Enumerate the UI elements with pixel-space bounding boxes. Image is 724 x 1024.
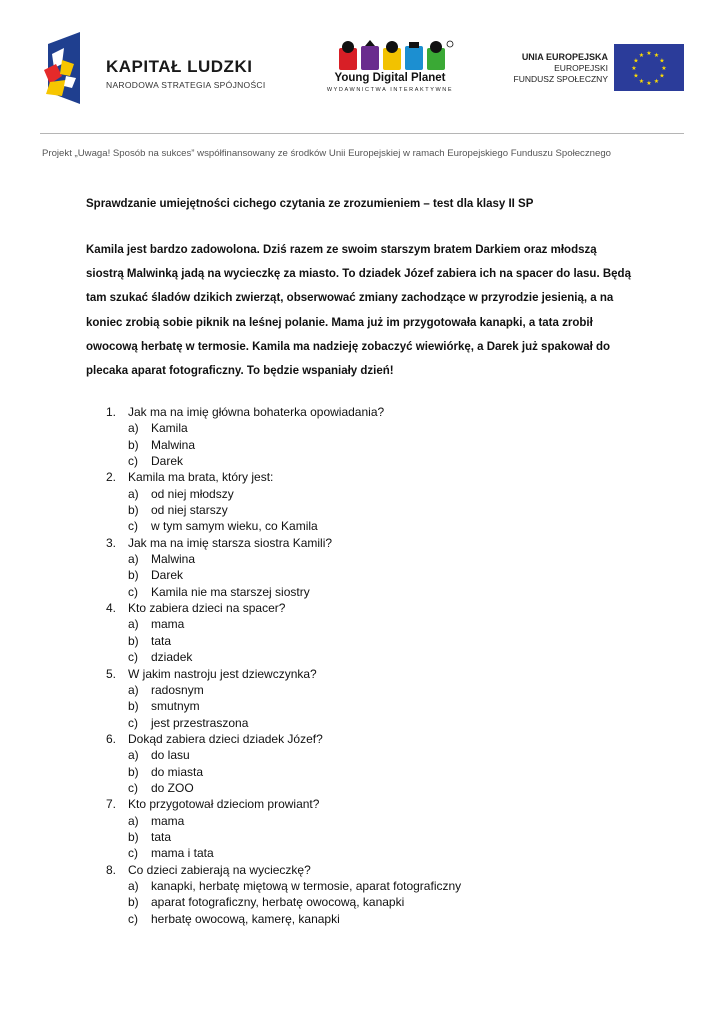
story-line: owocową herbatę w termosie. Kamila ma nadzieję zobaczyć wiewiórkę, a Darek już spakował do [86,340,611,353]
answer-text: Malwina [151,437,196,452]
story-line: koniec zrobią sobie piknik na leśnej polanie. Mama już im przygotowała kanapki, a tata zrobił [86,316,593,329]
answer-option [106,502,666,518]
answer-letter: c) [128,519,138,534]
question-number: 1. [106,405,117,419]
svg-text:★: ★ [659,57,665,65]
answer-option [106,845,666,861]
answer-option [106,764,666,780]
svg-text:★: ★ [633,57,639,65]
answer-text: mama [151,617,185,632]
answer-letter: c) [128,846,138,861]
test-title: Sprawdzanie umiejętności cichego czytania ze zrozumieniem – test dla klasy II SP [86,198,534,210]
answer-text: kanapki, herbatę miętową w termosie, aparat fotograficzny [151,878,462,893]
answer-option [106,584,666,600]
answer-letter: c) [128,454,138,469]
question-item [106,535,666,551]
answer-option [106,698,666,714]
kapital-ludzki-emblem-icon [40,30,102,108]
answer-letter: a) [128,813,139,828]
answer-letter: b) [128,764,139,779]
answer-letter: b) [128,503,139,518]
question-number: 5. [106,666,117,681]
answer-option [106,829,666,845]
question-item [106,796,666,812]
answer-option [106,813,666,829]
answer-letter: c) [128,780,138,795]
story-line: plecaka aparat fotograficzny. To będzie wspaniały dzień! [86,365,394,378]
question-item [106,731,666,747]
answer-letter: a) [128,748,139,763]
answer-option [106,551,666,567]
question-number: 4. [106,601,117,616]
answer-text: do miasta [151,764,204,779]
question-item [106,404,666,420]
questions-list [106,404,666,927]
question-number: 7. [106,797,117,812]
story-line: tam szukać śladów dzikich zwierząt, obserwować zmiany zachodzące w przyrodzie jesienią, a na [86,292,614,305]
story-line: siostrą Malwinką jadą na wycieczkę za miasto. To dziadek Józef zabiera ich na spacer do lasu. Będą [86,268,631,281]
question-item [106,469,666,485]
question-item [106,600,666,616]
svg-text:★: ★ [638,52,645,59]
answer-option [106,567,666,583]
answer-option [106,911,666,927]
ydp-subtitle: WYDAWNICTWA INTERAKTYWNE [326,87,454,93]
answer-option [106,878,666,894]
svg-text:★: ★ [633,72,639,80]
svg-text:★: ★ [661,65,667,72]
kapital-ludzki-subtitle: NARODOWA STRATEGIA SPÓJNOŚCI [106,80,266,90]
answer-text: aparat fotograficzny, herbatę owocową, kanapki [151,895,405,910]
answer-text: herbatę owocową, kamerę, kanapki [151,911,340,926]
answer-letter: c) [128,911,138,926]
question-number: 3. [106,535,117,550]
eu-flag-icon [614,44,684,91]
answer-option [106,715,666,731]
answer-option [106,747,666,763]
eu-line-1: UNIA EUROPEJSKA [521,52,608,62]
svg-text:★: ★ [646,80,652,87]
question-number: 2. [106,470,117,485]
answer-letter: b) [128,829,139,844]
answer-text: w tym samym wieku, co Kamila [151,519,318,534]
answer-text: tata [151,829,172,844]
answer-text: tata [151,633,172,648]
answer-letter: a) [128,878,139,893]
answer-option [106,518,666,534]
answer-letter: a) [128,552,139,567]
question-text: W jakim nastroju jest dziewczynka? [128,666,317,681]
eu-line-2: EUROPEJSKI [554,63,608,73]
question-text: Jak ma na imię starsza siostra Kamili? [128,535,333,550]
answer-letter: c) [128,650,138,665]
svg-text:★: ★ [646,50,652,57]
answer-text: do lasu [151,748,190,763]
answer-text: Malwina [151,552,196,567]
answer-text: Darek [151,568,184,583]
answer-option [106,894,666,910]
project-line: Projekt „Uwaga! Sposób na sukces” współfinansowany ze środków Unii Europejskiej w ramach Europejskiego Funduszu Społecznego [42,148,611,159]
question-number: 8. [106,862,117,877]
answer-option [106,486,666,502]
question-text: Kamila ma brata, który jest: [128,470,274,485]
answer-letter: a) [128,486,139,501]
answer-text: jest przestraszona [151,715,249,730]
page-header [0,0,724,135]
answer-option [106,780,666,796]
answer-letter: a) [128,617,139,632]
answer-letter: b) [128,568,139,583]
answer-text: od niej młodszy [151,486,234,501]
answer-text: mama [151,813,185,828]
answer-option [106,633,666,649]
svg-text:★: ★ [653,78,660,85]
story-paragraph [86,238,646,383]
answer-letter: c) [128,715,138,730]
ydp-characters-icon [325,40,455,72]
svg-text:★: ★ [638,78,645,85]
ydp-name: Young Digital Planet [334,72,446,84]
answer-text: Kamila [151,421,188,436]
answer-letter: b) [128,699,139,714]
question-text: Dokąd zabiera dzieci dziadek Józef? [128,731,323,746]
answer-option [106,682,666,698]
question-item [106,862,666,878]
kapital-ludzki-title: KAPITAŁ LUDZKI [106,57,253,76]
question-item [106,666,666,682]
question-number: 6. [106,731,117,746]
young-digital-planet-logo [325,40,460,100]
answer-letter: b) [128,633,139,648]
answer-letter: a) [128,421,139,436]
answer-text: smutnym [151,699,200,714]
answer-option [106,420,666,436]
question-text: Co dzieci zabierają na wycieczkę? [128,862,311,877]
question-text: Kto przygotował dzieciom prowiant? [128,797,320,812]
answer-text: dziadek [151,650,193,665]
answer-option [106,453,666,469]
answer-text: mama i tata [151,846,214,861]
answer-option [106,437,666,453]
svg-text:★: ★ [631,65,637,72]
question-text: Kto zabiera dzieci na spacer? [128,601,286,616]
question-text: Jak ma na imię główna bohaterka opowiadania? [128,405,385,419]
answer-letter: b) [128,437,139,452]
answer-letter: b) [128,895,139,910]
answer-text: Darek [151,454,184,469]
answer-text: radosnym [151,682,204,697]
answer-option [106,649,666,665]
answer-text: do ZOO [151,780,194,795]
eu-line-3: FUNDUSZ SPOŁECZNY [513,74,608,84]
answer-letter: c) [128,584,138,599]
svg-text:★: ★ [659,72,665,80]
answer-option [106,616,666,632]
answer-text: od niej starszy [151,503,228,518]
answer-text: Kamila nie ma starszej siostry [151,584,310,599]
eu-text-block [508,52,608,85]
svg-text:★: ★ [653,52,660,59]
story-line: Kamila jest bardzo zadowolona. Dziś razem ze swoim starszym bratem Darkiem oraz młodszą [86,244,597,256]
kapital-ludzki-logo [40,30,290,110]
answer-letter: a) [128,682,139,697]
header-divider [40,133,684,134]
